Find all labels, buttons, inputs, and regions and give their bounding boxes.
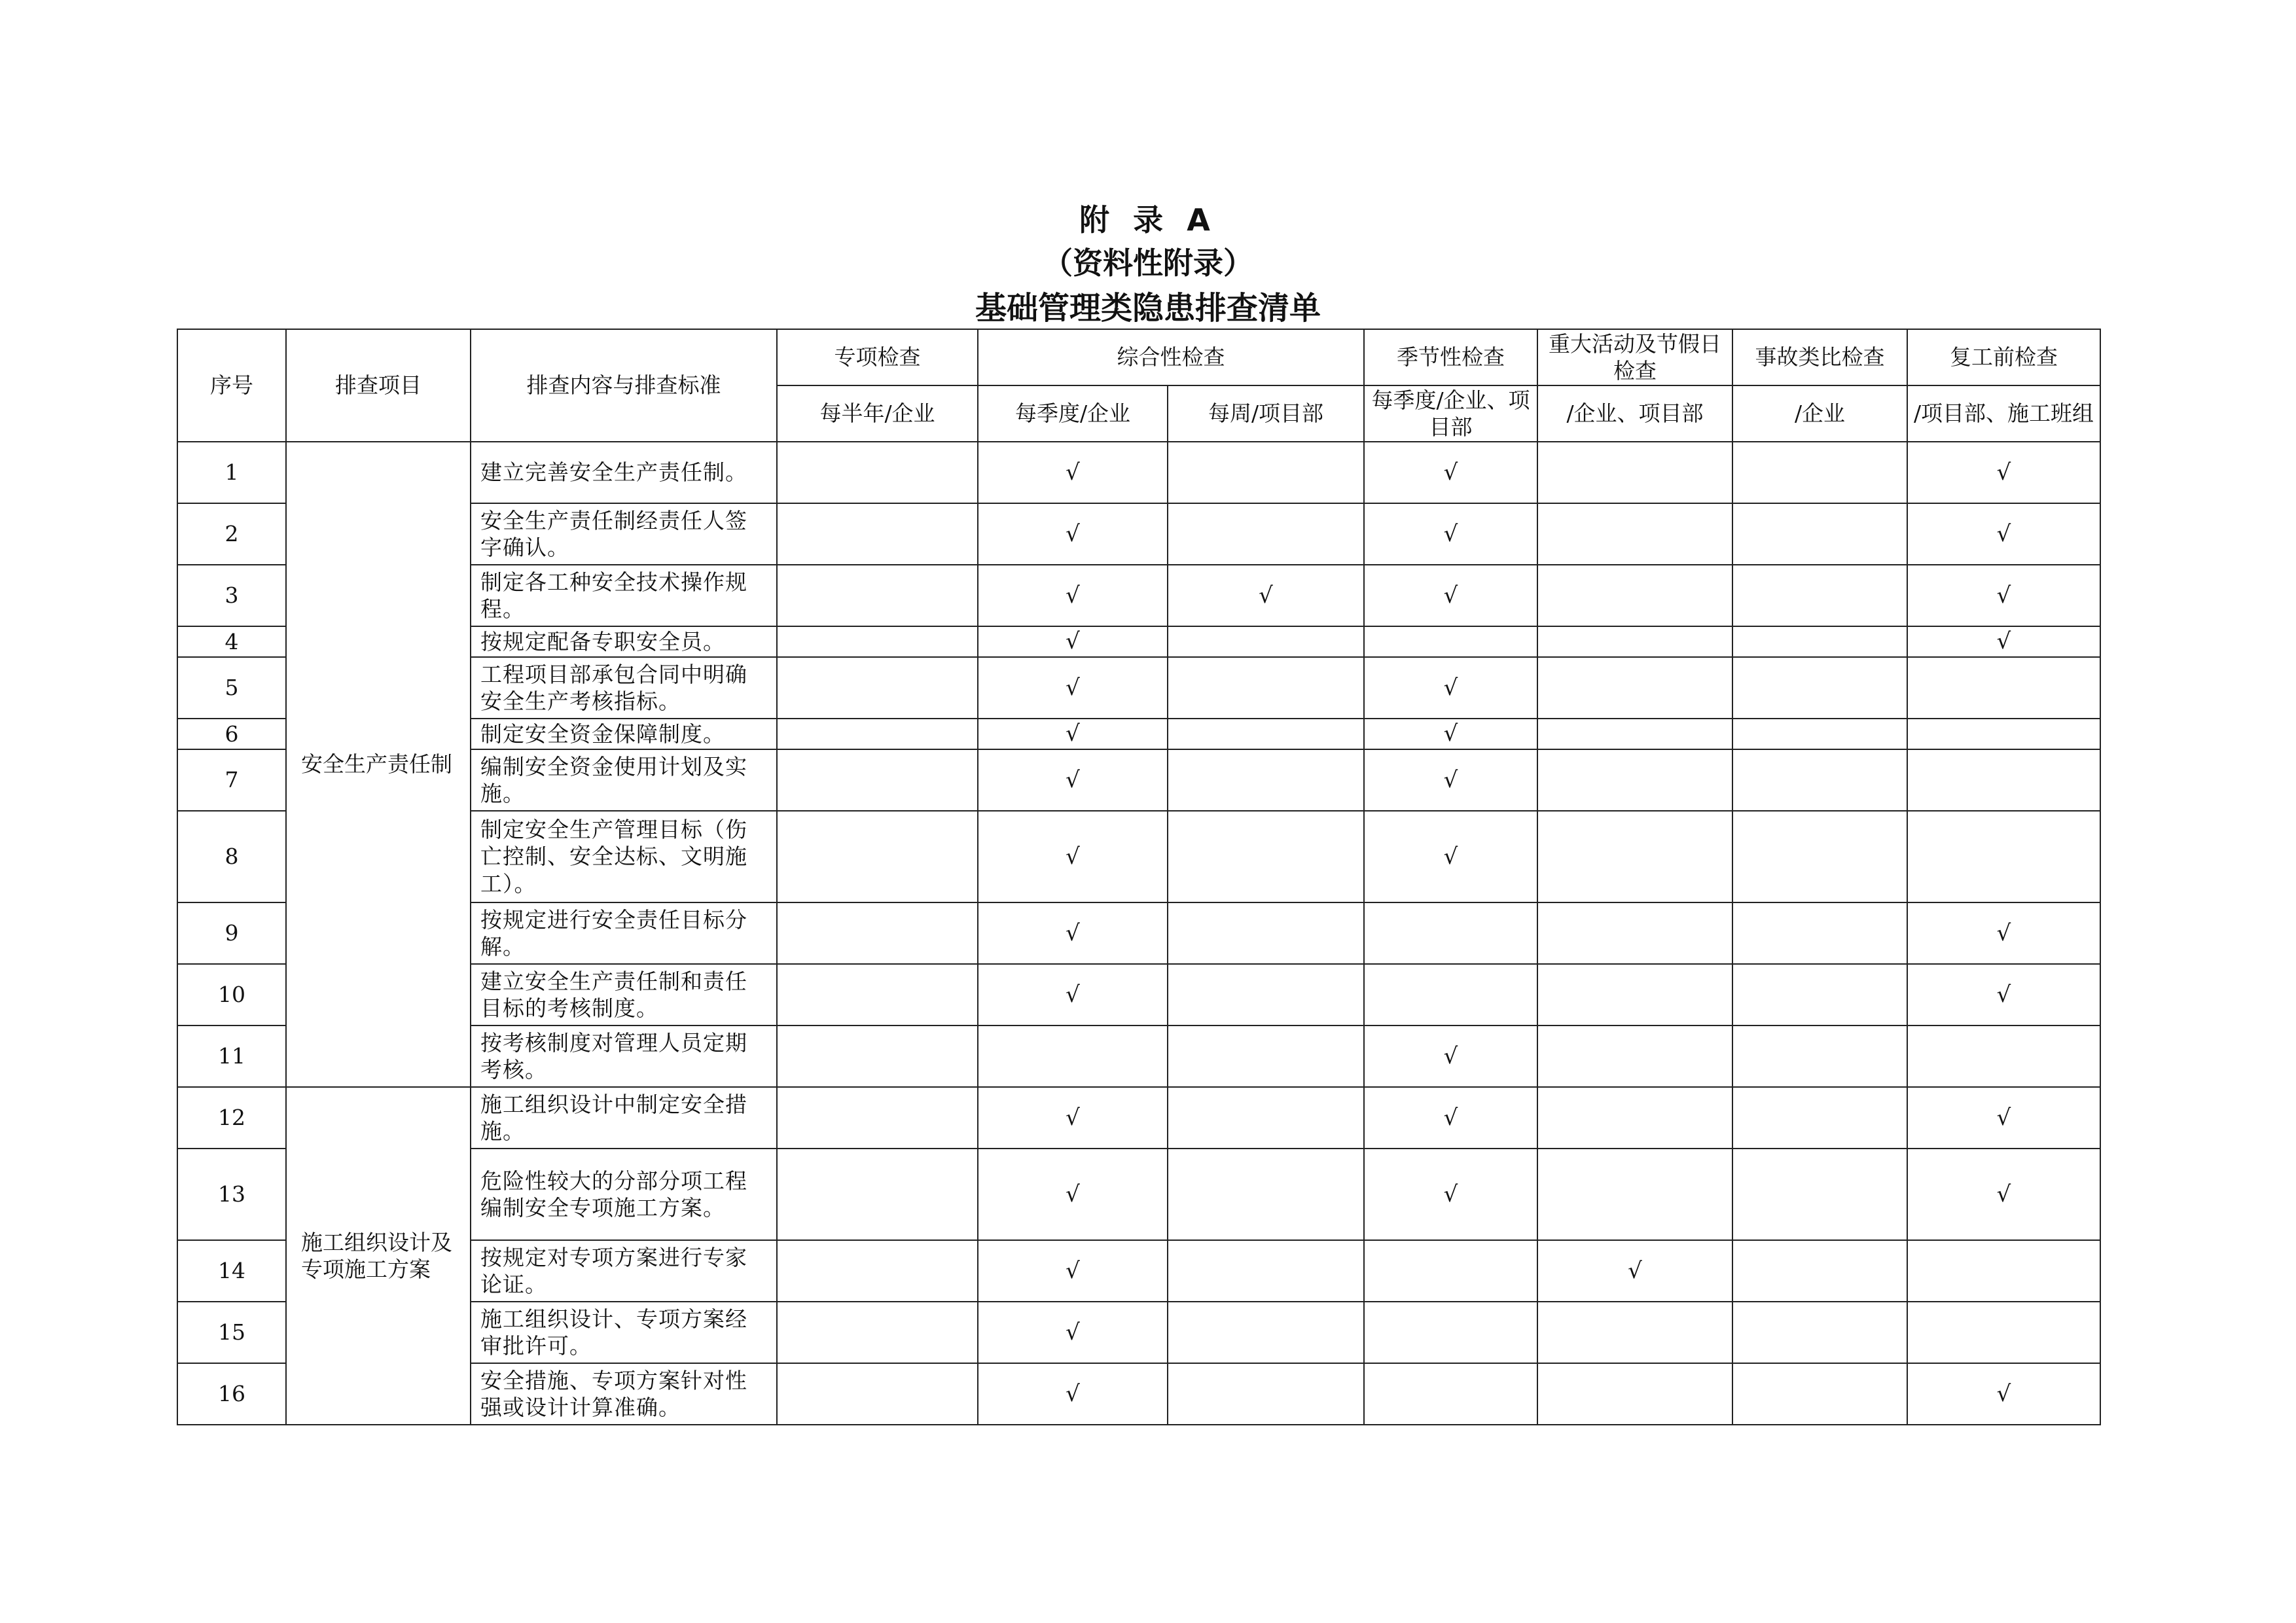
check-cell (1537, 1149, 1732, 1240)
check-cell: √ (1364, 1149, 1537, 1240)
check-cell (1168, 811, 1364, 902)
check-cell: √ (1364, 565, 1537, 626)
check-cell: √ (1907, 1087, 2100, 1149)
checklist-title: 基础管理类隐患排查清单 (975, 290, 1321, 327)
check-cell (1537, 657, 1732, 719)
row-number: 2 (177, 503, 286, 565)
check-content: 施工组织设计中制定安全措施。 (471, 1087, 777, 1149)
header-accident: 事故类比检查 (1732, 329, 1907, 385)
check-cell: √ (1364, 749, 1537, 811)
row-number: 6 (177, 719, 286, 749)
check-cell: √ (978, 626, 1168, 657)
row-number: 9 (177, 902, 286, 964)
row-number: 8 (177, 811, 286, 902)
check-content: 安全生产责任制经责任人签字确认。 (471, 503, 777, 565)
header-content: 排查内容与排查标准 (471, 329, 777, 442)
check-cell (1537, 811, 1732, 902)
check-cell (777, 719, 978, 749)
row-number: 11 (177, 1026, 286, 1087)
header-comp-sub2: 每周/项目部 (1168, 385, 1364, 442)
check-cell (1732, 626, 1907, 657)
check-content: 编制安全资金使用计划及实施。 (471, 749, 777, 811)
check-cell (1732, 1363, 1907, 1425)
check-cell (1168, 902, 1364, 964)
row-number: 13 (177, 1149, 286, 1240)
check-cell (1168, 1240, 1364, 1302)
check-cell (1364, 964, 1537, 1026)
check-cell: √ (978, 1149, 1168, 1240)
check-cell (1168, 1149, 1364, 1240)
check-cell (978, 1026, 1168, 1087)
check-cell (777, 1149, 978, 1240)
header-item: 排查项目 (286, 329, 471, 442)
check-cell (777, 565, 978, 626)
row-number: 12 (177, 1087, 286, 1149)
check-cell (1168, 1363, 1364, 1425)
check-content: 建立安全生产责任制和责任目标的考核制度。 (471, 964, 777, 1026)
check-cell (1907, 657, 2100, 719)
check-content: 危险性较大的分部分项工程编制安全专项施工方案。 (471, 1149, 777, 1240)
header-comp-sub1: 每季度/企业 (978, 385, 1168, 442)
category-cell: 安全生产责任制 (286, 442, 471, 1087)
check-cell (1537, 626, 1732, 657)
check-cell (777, 503, 978, 565)
check-cell (1537, 1026, 1732, 1087)
header-accident-sub: /企业 (1732, 385, 1907, 442)
check-cell (1732, 902, 1907, 964)
header-holiday: 重大活动及节假日检查 (1537, 329, 1732, 385)
row-number: 3 (177, 565, 286, 626)
check-cell (777, 657, 978, 719)
check-cell (1537, 442, 1732, 503)
check-cell: √ (1907, 1363, 2100, 1425)
check-cell (1168, 1026, 1364, 1087)
check-content: 制定各工种安全技术操作规程。 (471, 565, 777, 626)
check-cell (1537, 565, 1732, 626)
check-content: 制定安全资金保障制度。 (471, 719, 777, 749)
check-cell: √ (1907, 442, 2100, 503)
check-cell (1168, 964, 1364, 1026)
check-content: 施工组织设计、专项方案经审批许可。 (471, 1302, 777, 1363)
check-cell (777, 749, 978, 811)
check-cell: √ (978, 749, 1168, 811)
check-cell (1732, 1240, 1907, 1302)
header-seasonal-sub: 每季度/企业、项目部 (1364, 385, 1537, 442)
header-holiday-sub: /企业、项目部 (1537, 385, 1732, 442)
check-cell (1732, 1087, 1907, 1149)
check-cell: √ (1907, 565, 2100, 626)
check-cell (1732, 1026, 1907, 1087)
check-cell: √ (978, 657, 1168, 719)
check-cell (1732, 1149, 1907, 1240)
check-content: 按考核制度对管理人员定期考核。 (471, 1026, 777, 1087)
header-seq: 序号 (177, 329, 286, 442)
check-cell (1364, 626, 1537, 657)
check-cell (777, 964, 978, 1026)
check-cell: √ (1907, 964, 2100, 1026)
check-cell (1537, 1302, 1732, 1363)
check-cell (1168, 1302, 1364, 1363)
check-cell (777, 1026, 978, 1087)
check-cell (1537, 902, 1732, 964)
header-special: 专项检查 (777, 329, 978, 385)
row-number: 5 (177, 657, 286, 719)
check-cell (1537, 719, 1732, 749)
check-cell (1732, 1302, 1907, 1363)
row-number: 7 (177, 749, 286, 811)
check-cell: √ (1364, 719, 1537, 749)
check-cell: √ (1364, 442, 1537, 503)
check-cell: √ (978, 1363, 1168, 1425)
check-cell: √ (1907, 503, 2100, 565)
check-content: 按规定配备专职安全员。 (471, 626, 777, 657)
check-cell: √ (1364, 811, 1537, 902)
check-cell (1907, 719, 2100, 749)
check-content: 按规定对专项方案进行专家论证。 (471, 1240, 777, 1302)
check-cell (1732, 503, 1907, 565)
check-content: 工程项目部承包合同中明确安全生产考核指标。 (471, 657, 777, 719)
check-cell (777, 1240, 978, 1302)
check-cell: √ (978, 442, 1168, 503)
table-body (177, 442, 2100, 1425)
check-cell (1732, 657, 1907, 719)
row-number: 15 (177, 1302, 286, 1363)
check-cell: √ (978, 1302, 1168, 1363)
check-cell (777, 626, 978, 657)
check-cell (1732, 811, 1907, 902)
check-cell (1364, 1302, 1537, 1363)
check-cell (1537, 1087, 1732, 1149)
row-number: 14 (177, 1240, 286, 1302)
row-number: 4 (177, 626, 286, 657)
row-number: 1 (177, 442, 286, 503)
check-cell (1364, 1240, 1537, 1302)
check-cell (777, 1363, 978, 1425)
check-cell: √ (978, 719, 1168, 749)
check-cell (1732, 442, 1907, 503)
check-content: 制定安全生产管理目标（伤亡控制、安全达标、文明施工）。 (471, 811, 777, 902)
check-cell (777, 902, 978, 964)
check-cell: √ (1537, 1240, 1732, 1302)
check-cell: √ (1364, 503, 1537, 565)
appendix-title: 附 录 A (1079, 202, 1217, 238)
check-cell (1907, 811, 2100, 902)
check-cell (1168, 626, 1364, 657)
table-row (177, 1087, 2100, 1149)
check-cell: √ (978, 964, 1168, 1026)
check-cell: √ (1907, 1149, 2100, 1240)
category-cell: 施工组织设计及专项施工方案 (286, 1087, 471, 1425)
check-cell: √ (1364, 657, 1537, 719)
check-content: 安全措施、专项方案针对性强或设计计算准确。 (471, 1363, 777, 1425)
check-cell: √ (1168, 565, 1364, 626)
check-cell (1537, 1363, 1732, 1425)
check-cell (777, 1302, 978, 1363)
row-number: 10 (177, 964, 286, 1026)
check-cell (1537, 749, 1732, 811)
check-cell: √ (978, 565, 1168, 626)
check-cell: √ (978, 503, 1168, 565)
row-number: 16 (177, 1363, 286, 1425)
check-content: 建立完善安全生产责任制。 (471, 442, 777, 503)
check-cell (1732, 565, 1907, 626)
check-cell (1907, 1240, 2100, 1302)
check-cell (1907, 749, 2100, 811)
check-content: 按规定进行安全责任目标分解。 (471, 902, 777, 964)
check-cell (777, 1087, 978, 1149)
check-cell (1364, 902, 1537, 964)
header-resume: 复工前检查 (1907, 329, 2100, 385)
check-cell (1537, 503, 1732, 565)
check-cell (1364, 1363, 1537, 1425)
check-cell (1168, 442, 1364, 503)
check-cell: √ (978, 811, 1168, 902)
check-cell (777, 442, 978, 503)
check-cell (1732, 719, 1907, 749)
check-cell (1168, 657, 1364, 719)
check-cell: √ (1364, 1026, 1537, 1087)
check-cell: √ (978, 1240, 1168, 1302)
check-cell: √ (1907, 626, 2100, 657)
header-comprehensive: 综合性检查 (978, 329, 1364, 385)
check-cell (1732, 964, 1907, 1026)
check-cell (1907, 1302, 2100, 1363)
header-resume-sub: /项目部、施工班组 (1907, 385, 2100, 442)
check-cell (1907, 1026, 2100, 1087)
check-cell (1168, 749, 1364, 811)
check-cell (1732, 749, 1907, 811)
check-cell (777, 811, 978, 902)
appendix-subtitle: （资料性附录） (1043, 245, 1253, 281)
check-cell (1537, 964, 1732, 1026)
table-row (177, 442, 2100, 503)
check-cell (1168, 719, 1364, 749)
check-cell (1168, 1087, 1364, 1149)
check-cell: √ (1364, 1087, 1537, 1149)
header-seasonal: 季节性检查 (1364, 329, 1537, 385)
check-cell (1168, 503, 1364, 565)
check-cell: √ (1907, 902, 2100, 964)
hazard-checklist-table (177, 329, 2101, 1425)
check-cell: √ (978, 1087, 1168, 1149)
header-special-sub: 每半年/企业 (777, 385, 978, 442)
check-cell: √ (978, 902, 1168, 964)
